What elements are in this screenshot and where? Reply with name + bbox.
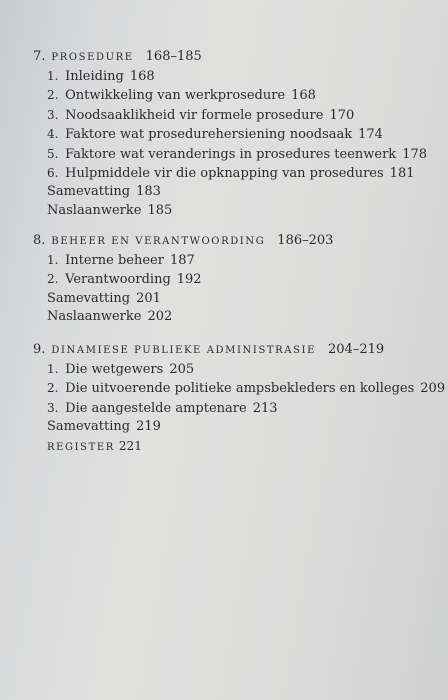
section-page: 187 (169, 253, 195, 268)
references-page: 202 (147, 309, 173, 325)
section-label: Die aangestelde amptenare (65, 400, 247, 416)
references-entry (33, 202, 433, 220)
chapter-number: 7. (33, 49, 46, 64)
section-page: 181 (389, 166, 415, 182)
toc-section (33, 145, 433, 164)
section-number: 5. (47, 146, 59, 161)
toc-section (33, 379, 446, 398)
section-label: Hulpmiddele vir die opknapping van prosedures (65, 166, 384, 182)
summary-label: Samevatting (47, 419, 131, 435)
section-label: Ontwikkeling van werkprosedure (65, 88, 286, 104)
section-label: Noodsaaklikheid vir formele prosedure (65, 107, 324, 123)
summary-page: 219 (136, 419, 161, 435)
section-page: 192 (176, 272, 202, 288)
summary-label: Samevatting (47, 184, 131, 200)
chapter-page-range: 168–185 (145, 49, 202, 64)
section-page: 205 (169, 362, 195, 377)
section-label: Die uitvoerende politieke ampsbekleders en kolleges (65, 381, 415, 397)
chapter-heading (33, 47, 433, 67)
section-label: Faktore wat veranderings in prosedures teenwerk (65, 146, 397, 162)
section-label: Inleiding (65, 69, 124, 84)
summary-entry (33, 183, 433, 201)
toc-section (33, 399, 433, 418)
section-number: 1. (47, 362, 59, 376)
toc-section (33, 67, 433, 86)
chapter-number: 8. (33, 233, 46, 248)
chapter-page-range: 186–203 (277, 233, 334, 248)
chapter-title: BEHEER EN VERANTWOORDING (51, 236, 266, 247)
toc-section (33, 251, 433, 270)
section-number: 4. (47, 127, 59, 142)
toc-section (33, 106, 433, 125)
section-number: 3. (47, 107, 59, 122)
section-number: 2. (47, 88, 59, 103)
chapter-7 (33, 47, 433, 220)
section-number: 6. (47, 166, 59, 181)
references-page: 185 (147, 202, 173, 218)
register-page: 221 (118, 438, 142, 453)
toc-section (33, 164, 433, 183)
toc-section (33, 360, 433, 379)
summary-entry (33, 290, 433, 308)
chapter-number: 9. (33, 342, 46, 357)
section-label: Faktore wat prosedurehersiening noodsaak (65, 127, 353, 143)
section-page: 168 (129, 69, 155, 84)
section-page: 178 (402, 146, 428, 162)
references-label: Naslaanwerke (47, 202, 142, 218)
section-page: 213 (252, 400, 278, 416)
section-page: 209 (420, 381, 446, 397)
register-label: REGISTER (47, 441, 115, 453)
toc-section (33, 86, 433, 105)
section-label: Interne beheer (65, 253, 164, 268)
references-entry (33, 308, 433, 326)
toc-section (33, 125, 433, 144)
chapter-title: DINAMIESE PUBLIEKE ADMINISTRASIE (51, 345, 317, 356)
chapter-heading (33, 340, 433, 360)
section-label: Verantwoording (65, 272, 171, 288)
references-label: Naslaanwerke (47, 309, 142, 325)
chapter-8 (33, 231, 433, 327)
summary-page: 201 (136, 290, 161, 306)
chapter-heading (33, 231, 433, 251)
section-number: 1. (47, 69, 59, 83)
summary-page: 183 (136, 184, 161, 200)
register-entry (33, 437, 433, 457)
chapter-title: PROSEDURE (51, 52, 134, 63)
chapter-9 (33, 340, 446, 457)
toc-section (33, 270, 433, 289)
section-page: 168 (291, 88, 316, 104)
chapter-page-range: 204–219 (328, 342, 385, 357)
section-page: 170 (329, 107, 355, 123)
section-number: 3. (47, 400, 59, 415)
summary-label: Samevatting (47, 290, 131, 306)
section-page: 174 (358, 127, 383, 143)
section-number: 2. (47, 272, 59, 287)
summary-entry (33, 418, 433, 436)
section-number: 1. (47, 253, 59, 267)
section-label: Die wetgewers (65, 362, 164, 377)
section-number: 2. (47, 381, 59, 396)
